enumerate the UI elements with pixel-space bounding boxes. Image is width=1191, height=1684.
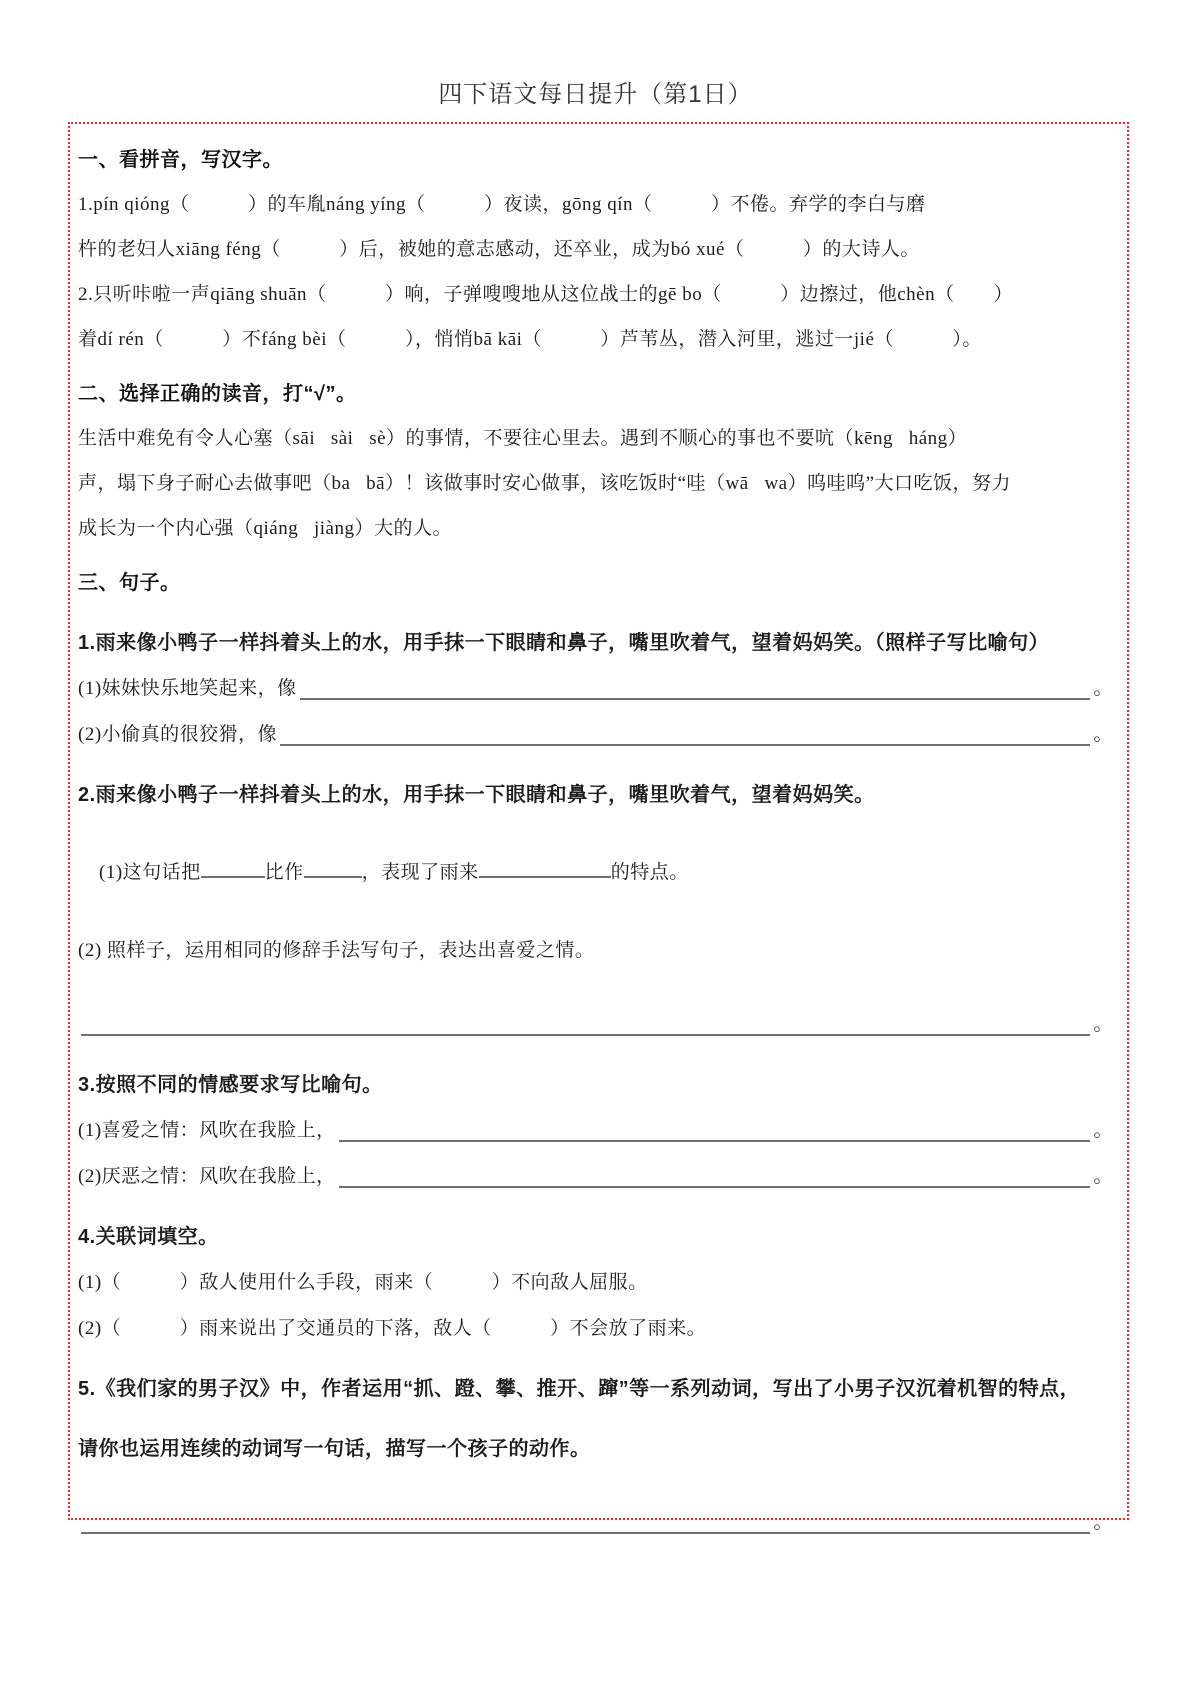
s1-line-2: 杵的老妇人xiāng féng（ ）后，被她的意志感动，还卒业，成为bó xué（ ）的大诗人。 bbox=[78, 239, 920, 260]
period-mark: 。 bbox=[1093, 1120, 1113, 1141]
blank-text: (1)这句话把 bbox=[99, 862, 201, 883]
blank-text: 比作 bbox=[264, 862, 304, 883]
section-2-heading: 二、选择正确的读音，打“√”。 bbox=[78, 383, 357, 405]
blank-prefix: (2)小偷真的很狡猾，像 bbox=[78, 724, 278, 745]
s2-line-1: 生活中难免有令人心塞（sāi sài sè）的事情，不要往心里去。遇到不顺心的事也不要吭（kēng háng） bbox=[78, 428, 968, 449]
s3-q5-line-2: 请你也运用连续的动词写一句话，描写一个孩子的动作。 bbox=[78, 1438, 591, 1460]
section-1-heading: 一、看拼音，写汉字。 bbox=[78, 149, 283, 171]
worksheet-border-box bbox=[68, 122, 1129, 1533]
page-title: 四下语文每日提升（第1日） bbox=[438, 81, 753, 108]
s3-q3-sub2 bbox=[78, 1161, 1113, 1193]
answer-blank bbox=[339, 1138, 1091, 1142]
s3-q5-answer-line bbox=[78, 1507, 1113, 1539]
s1-line-3: 2.只听咔啦一声qiāng shuān（ ）响，子弹嗖嗖地从这位战士的gē bo（ ）边擦过，他chèn（ ） bbox=[78, 284, 1014, 305]
blank-prefix: (2)厌恶之情：风吹在我脸上， bbox=[78, 1166, 336, 1187]
period-mark: 。 bbox=[1093, 1014, 1113, 1035]
s3-q1-sub1 bbox=[78, 673, 1113, 705]
answer-blank bbox=[304, 874, 362, 878]
s3-q5-line-1: 5.《我们家的男子汉》中，作者运用“抓、蹬、攀、推开、蹿”等一系列动词，写出了小男子汉沉着机智的特点， bbox=[78, 1378, 1081, 1400]
s2-line-2: 声，塌下身子耐心去做事吧（ba bā）！该做事时安心做事，该吃饭时“哇（wā wa）呜哇呜”大口吃饭，努力 bbox=[78, 473, 1012, 494]
s1-line-4: 着dí rén（ ）不fáng bèi（ ），悄悄bā kāi（ ）芦苇丛，潜入河里，逃过一jié（ ）。 bbox=[78, 329, 982, 350]
blank-text: 的特点。 bbox=[610, 862, 689, 883]
s2-line-3: 成长为一个内心强（qiáng jiàng）大的人。 bbox=[78, 518, 452, 539]
s3-q2-stem: 2.雨来像小鸭子一样抖着头上的水，用手抹一下眼睛和鼻子，嘴里吹着气，望着妈妈笑。 bbox=[78, 784, 875, 806]
s3-q3-stem: 3.按照不同的情感要求写比喻句。 bbox=[78, 1074, 383, 1096]
blank-prefix: (1)喜爱之情：风吹在我脸上， bbox=[78, 1120, 336, 1141]
answer-blank bbox=[300, 696, 1091, 700]
s3-q4-stem: 4.关联词填空。 bbox=[78, 1226, 219, 1248]
period-mark: 。 bbox=[1093, 724, 1113, 745]
blank-prefix: (1)妹妹快乐地笑起来，像 bbox=[78, 678, 297, 699]
s3-q4-sub2: (2)（ ）雨来说出了交通员的下落，敌人（ ）不会放了雨来。 bbox=[78, 1318, 707, 1339]
section-3-heading: 三、句子。 bbox=[78, 572, 181, 594]
s3-q2-answer-line bbox=[78, 1009, 1113, 1041]
s3-q1-stem: 1.雨来像小鸭子一样抖着头上的水，用手抹一下眼睛和鼻子，嘴里吹着气，望着妈妈笑。（照样子写比喻句） bbox=[78, 632, 1050, 654]
answer-blank bbox=[339, 1184, 1091, 1188]
answer-blank bbox=[479, 874, 611, 878]
s3-q2-sub2: (2) 照样子，运用相同的修辞手法写句子，表达出喜爱之情。 bbox=[78, 940, 595, 961]
period-mark: 。 bbox=[1093, 678, 1113, 699]
answer-blank bbox=[280, 742, 1090, 746]
answer-blank bbox=[81, 1032, 1090, 1036]
s3-q4-sub1: (1)（ ）敌人使用什么手段，雨来（ ）不向敌人屈服。 bbox=[78, 1272, 648, 1293]
s1-line-1: 1.pín qióng（ ）的车胤náng yíng（ ）夜读，gōng qín（ ）不倦。弃学的李白与磨 bbox=[78, 194, 926, 215]
answer-blank bbox=[201, 874, 265, 878]
answer-blank bbox=[81, 1530, 1090, 1534]
period-mark: 。 bbox=[1093, 1512, 1113, 1533]
s3-q3-sub1 bbox=[78, 1115, 1113, 1147]
blank-text: ，表现了雨来 bbox=[361, 862, 479, 883]
s3-q1-sub2 bbox=[78, 719, 1113, 751]
s3-q2-sub1 bbox=[78, 825, 1113, 921]
period-mark: 。 bbox=[1093, 1166, 1113, 1187]
